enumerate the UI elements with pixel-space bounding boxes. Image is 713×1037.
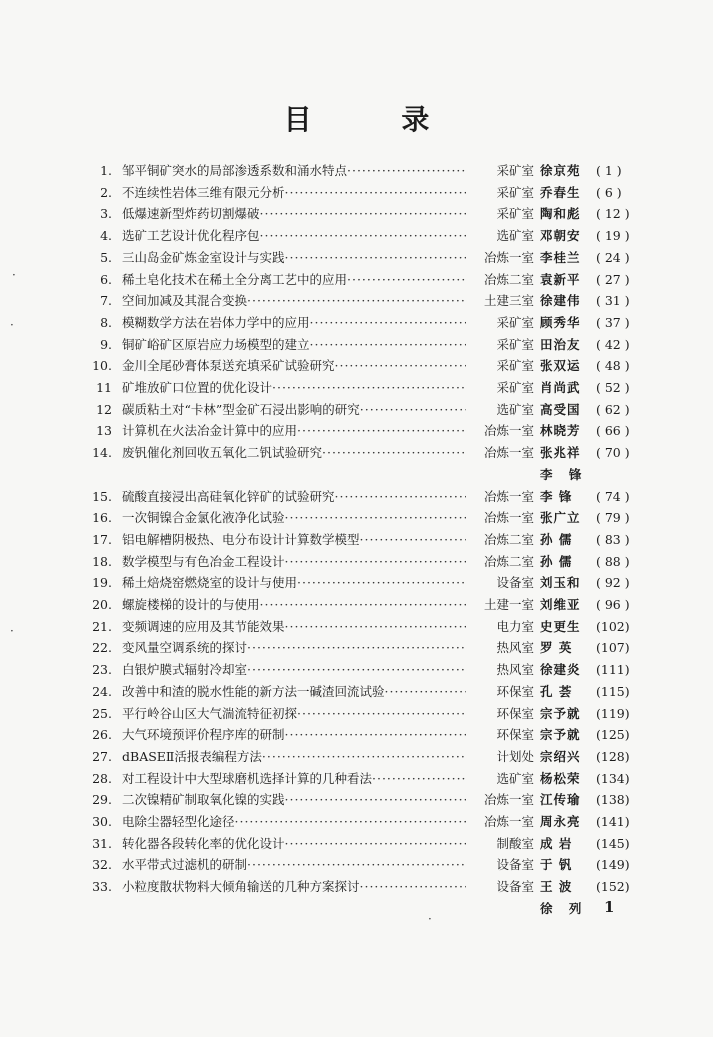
entry-title: 一次铜镍合金氯化液净化试验 ·····: [122, 507, 514, 529]
entry-number: 13: [96, 423, 112, 439]
entry-page: ( 52 ): [596, 380, 630, 395]
entry-number: 2.: [100, 184, 112, 200]
toc-entry: [0, 182, 713, 204]
entry-title: 稀土皂化技术在稀土全分离工艺中的应用 ·····: [122, 269, 514, 291]
toc-entry: [0, 594, 713, 616]
entry-department: 冶炼一室: [466, 811, 534, 833]
toc-entry: [0, 290, 713, 312]
entry-author: 刘维亚: [540, 597, 581, 612]
entry-author: 陶和彪: [540, 206, 581, 222]
entry-title: 白银炉膜式辐射冷却室 ·····: [122, 659, 514, 681]
entry-number: 16.: [92, 510, 112, 526]
page-title: 目 录: [283, 103, 470, 136]
entry-title: 小粒度散状物料大倾角输送的几种方案探讨 ·····: [122, 876, 514, 898]
entry-title: 对工程设计中大型球磨机选择计算的几种看法 ·····: [122, 768, 514, 790]
entry-title: 废钒催化剂回收五氧化二钒试验研究 ·····: [122, 442, 514, 464]
entry-page: ( 37 ): [596, 314, 630, 330]
entry-number: 19.: [92, 575, 112, 591]
entry-department: 环保室: [466, 703, 534, 725]
entry-author: 杨松荣: [540, 770, 581, 786]
entry-department: 选矿室: [466, 225, 534, 247]
toc-entry: [0, 703, 713, 725]
entry-number: 4.: [100, 228, 112, 244]
entry-author: 张双运: [540, 358, 581, 374]
entry-number: 5.: [100, 249, 112, 265]
entry-number: 32.: [92, 857, 112, 873]
toc-entry: [0, 616, 713, 638]
entry-author: 周永亮: [540, 814, 581, 829]
entry-page: (111): [596, 662, 630, 678]
toc-entry: [0, 811, 713, 833]
entry-department: 选矿室: [466, 768, 534, 790]
entry-page: ( 66 ): [596, 423, 630, 439]
entry-number: 7.: [100, 293, 112, 309]
entry-extra-author: 李 锋: [540, 466, 588, 482]
entry-author: 徐建炎: [540, 662, 581, 678]
entry-author: 张兆祥: [540, 445, 581, 461]
page-number: 1: [604, 898, 615, 916]
toc-entry: [0, 334, 713, 356]
entry-page: (138): [596, 792, 630, 808]
entry-title: 变频调速的应用及其节能效果 ·····: [122, 616, 514, 638]
entry-author: 李桂兰: [540, 249, 581, 265]
entry-title: 硫酸直接浸出高硅氧化锌矿的试验研究 ·····: [122, 486, 514, 508]
entry-department: 冶炼一室: [466, 420, 534, 442]
toc-entry: [0, 225, 713, 247]
entry-number: 8.: [100, 314, 112, 330]
entry-title: 电除尘器轻型化途径 ·····: [122, 811, 514, 833]
toc-entry: [0, 529, 713, 551]
entry-author: 宗予就: [540, 705, 581, 721]
entry-number: 23.: [92, 662, 112, 678]
entry-department: 冶炼一室: [466, 789, 534, 811]
entry-page: ( 27 ): [596, 271, 630, 287]
scan-mark: ·: [10, 318, 14, 332]
toc-entry: [0, 269, 713, 291]
entry-author: 史更生: [540, 618, 581, 634]
entry-page: ( 19 ): [596, 228, 630, 244]
entry-number: 18.: [92, 553, 112, 569]
entry-author: 孙 儒: [540, 531, 573, 547]
entry-page: (145): [596, 835, 630, 851]
entry-department: 计划处: [466, 746, 534, 768]
entry-department: 采矿室: [466, 182, 534, 204]
entry-author: 乔春生: [540, 184, 581, 200]
entry-department: 选矿室: [466, 399, 534, 421]
scan-mark: ·: [428, 912, 432, 926]
entry-number: 12: [96, 401, 112, 417]
entry-title: 金川全尾砂膏体泵送充填采矿试验研究 ·····: [122, 355, 514, 377]
entry-page: ( 1 ): [596, 163, 622, 178]
toc-entry: [0, 551, 713, 573]
entry-author: 李 锋: [540, 488, 573, 504]
entry-department: 冶炼一室: [466, 247, 534, 269]
entry-department: 环保室: [466, 724, 534, 746]
entry-page: (152): [596, 879, 630, 895]
entry-page: (115): [596, 683, 630, 699]
entry-title: 碳质粘土对“卡林”型金矿石浸出影响的研究 ·····: [122, 399, 514, 421]
entry-author: 顾秀华: [540, 314, 581, 330]
toc-entry: [0, 355, 713, 377]
entry-author: 孙 儒: [540, 553, 573, 569]
entry-number: 11: [96, 380, 112, 395]
entry-number: 20.: [92, 597, 112, 612]
entry-author: 田治友: [540, 336, 581, 352]
entry-department: 制酸室: [466, 833, 534, 855]
toc-entry: [0, 854, 713, 876]
entry-author: 于 钒: [540, 857, 573, 873]
entry-page: (102): [596, 618, 630, 634]
toc-entry: [0, 876, 713, 898]
toc-entry: [0, 203, 713, 225]
entry-number: 9.: [100, 336, 112, 352]
entry-number: 14.: [92, 445, 112, 461]
entry-title: 邹平铜矿突水的局部渗透系数和涌水特点 ·····: [122, 160, 514, 182]
entry-number: 17.: [92, 531, 112, 547]
toc-entry: [0, 637, 713, 659]
entry-author: 徐京苑: [540, 163, 581, 178]
entry-department: 冶炼一室: [466, 507, 534, 529]
entry-title: 改善中和渣的脱水性能的新方法一碱渣回流试验 ·····: [122, 681, 514, 703]
entry-title: dBASEⅡ活报表编程方法 ·····: [122, 746, 514, 768]
toc-entry: [0, 572, 713, 594]
entry-title: 低爆速新型炸药切割爆破 ·····: [122, 203, 514, 225]
entry-department: 设备室: [466, 572, 534, 594]
entry-number: 25.: [92, 705, 112, 721]
entry-title: 模糊数学方法在岩体力学中的应用 ·····: [122, 312, 514, 334]
entry-author: 刘玉和: [540, 575, 581, 591]
entry-title: 平行岭谷山区大气湍流特征初探 ·····: [122, 703, 514, 725]
toc-entry: [0, 486, 713, 508]
entry-number: 27.: [92, 748, 112, 764]
entry-author: 成 岩: [540, 835, 573, 851]
toc-entry: [0, 746, 713, 768]
entry-page: (149): [596, 857, 630, 873]
entry-number: 10.: [92, 358, 112, 374]
entry-title: 不连续性岩体三维有限元分析 ·····: [122, 182, 514, 204]
toc-entry: [0, 160, 713, 182]
entry-number: 3.: [100, 206, 112, 222]
toc-entry: [0, 247, 713, 269]
entry-page: ( 42 ): [596, 336, 630, 352]
entry-author: 宗绍兴: [540, 748, 581, 764]
entry-author: 袁新平: [540, 271, 581, 287]
entry-department: 热风室: [466, 659, 534, 681]
entry-title: 三山岛金矿炼金室设计与实践 ·····: [122, 247, 514, 269]
entry-department: 冶炼一室: [466, 442, 534, 464]
entry-extra-author: 徐 列: [540, 900, 588, 916]
entry-author: 邓朝安: [540, 228, 581, 244]
entry-number: 21.: [92, 618, 112, 634]
entry-title: 变风量空调系统的探讨 ·····: [122, 637, 514, 659]
entry-page: ( 79 ): [596, 510, 630, 526]
entry-number: 1.: [100, 163, 112, 178]
entry-department: 环保室: [466, 681, 534, 703]
entry-department: 采矿室: [466, 312, 534, 334]
entry-number: 31.: [92, 835, 112, 851]
entry-title: 螺旋楼梯的设计的与使用 ·····: [122, 594, 514, 616]
entry-title: 矿堆放矿口位置的优化设计 ·····: [122, 377, 514, 399]
entry-page: ( 31 ): [596, 293, 630, 309]
entry-page: ( 92 ): [596, 575, 630, 591]
toc-entry: [0, 399, 713, 421]
toc-entry: [0, 442, 713, 464]
entry-title: 转化器各段转化率的优化设计 ·····: [122, 833, 514, 855]
entry-author: 江传瑜: [540, 792, 581, 808]
entry-author: 王 波: [540, 879, 573, 895]
entry-page: ( 88 ): [596, 553, 630, 569]
entry-number: 29.: [92, 792, 112, 808]
toc-entry: [0, 681, 713, 703]
entry-author: 高受国: [540, 401, 581, 417]
entry-number: 15.: [92, 488, 112, 504]
entry-page: ( 96 ): [596, 597, 630, 612]
scan-mark: ·: [10, 624, 14, 638]
entry-page: ( 6 ): [596, 184, 622, 200]
toc-entry: [0, 768, 713, 790]
entry-department: 采矿室: [466, 160, 534, 182]
entry-page: (141): [596, 814, 630, 829]
scan-mark: ·: [12, 268, 16, 282]
toc-entry: [0, 377, 713, 399]
entry-page: ( 12 ): [596, 206, 630, 222]
entry-department: 冶炼一室: [466, 486, 534, 508]
entry-page: ( 48 ): [596, 358, 630, 374]
toc-entry: [0, 507, 713, 529]
toc-entry: [0, 724, 713, 746]
entry-department: 冶炼二室: [466, 551, 534, 573]
entry-page: (125): [596, 727, 630, 743]
entry-title: 铝电解槽阴极热、电分布设计计算数学模型 ·····: [122, 529, 514, 551]
entry-page: (119): [596, 705, 630, 721]
entry-title: 选矿工艺设计优化程序包 ·····: [122, 225, 514, 247]
entry-department: 土建三室: [466, 290, 534, 312]
entry-department: 设备室: [466, 854, 534, 876]
entry-title: 空间加减及其混合变换 ·····: [122, 290, 514, 312]
entry-author: 张广立: [540, 510, 581, 526]
entry-department: 采矿室: [466, 377, 534, 399]
entry-department: 采矿室: [466, 355, 534, 377]
entry-author: 肖尚武: [540, 380, 581, 395]
entry-department: 冶炼二室: [466, 269, 534, 291]
toc-entry: [0, 659, 713, 681]
entry-author: 罗 英: [540, 640, 573, 656]
entry-title: 数学模型与有色冶金工程设计 ·····: [122, 551, 514, 573]
entry-number: 26.: [92, 727, 112, 743]
entry-number: 28.: [92, 770, 112, 786]
entry-title: 铜矿峪矿区原岩应力场模型的建立 ·····: [122, 334, 514, 356]
entry-page: ( 62 ): [596, 401, 630, 417]
entry-page: (107): [596, 640, 630, 656]
entry-number: 30.: [92, 814, 112, 829]
entry-author: 宗予就: [540, 727, 581, 743]
entry-department: 土建一室: [466, 594, 534, 616]
entry-page: (134): [596, 770, 630, 786]
entry-author: 孔 荟: [540, 683, 573, 699]
entry-page: ( 70 ): [596, 445, 630, 461]
entry-author: 徐建伟: [540, 293, 581, 309]
entry-department: 热风室: [466, 637, 534, 659]
entry-number: 6.: [100, 271, 112, 287]
entry-department: 采矿室: [466, 334, 534, 356]
entry-title: 大气环境预评价程序库的研制 ·····: [122, 724, 514, 746]
entry-department: 电力室: [466, 616, 534, 638]
entry-department: 冶炼二室: [466, 529, 534, 551]
entry-page: ( 74 ): [596, 488, 630, 504]
entry-number: 33.: [92, 879, 112, 895]
entry-title: 稀土焙烧窑燃烧室的设计与使用 ·····: [122, 572, 514, 594]
entry-page: ( 24 ): [596, 249, 630, 265]
entry-department: 设备室: [466, 876, 534, 898]
entry-title: 水平带式过滤机的研制 ·····: [122, 854, 514, 876]
entry-number: 24.: [92, 683, 112, 699]
toc-entry: [0, 789, 713, 811]
toc-entry: [0, 420, 713, 442]
toc-entry: [0, 312, 713, 334]
toc-entry: [0, 833, 713, 855]
entry-page: (128): [596, 748, 630, 764]
entry-department: 采矿室: [466, 203, 534, 225]
entry-author: 林晓芳: [540, 423, 581, 439]
toc-entry-extra-author: [0, 464, 713, 486]
entry-page: ( 83 ): [596, 531, 630, 547]
entry-title: 计算机在火法冶金计算中的应用 ·····: [122, 420, 514, 442]
entry-number: 22.: [92, 640, 112, 656]
entry-title: 二次镍精矿制取氧化镍的实践 ·····: [122, 789, 514, 811]
